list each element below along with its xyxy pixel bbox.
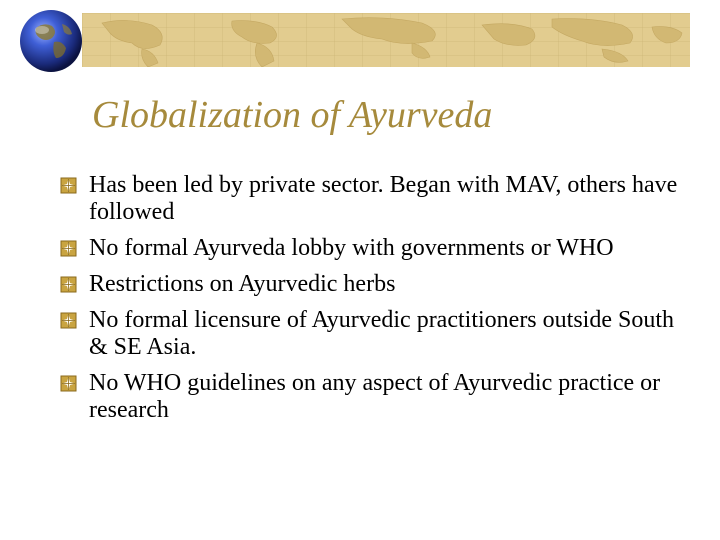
- bullet-text: Restrictions on Ayurvedic herbs: [89, 271, 396, 297]
- bullet-text: No WHO guidelines on any aspect of Ayurvedic practice or research: [89, 370, 661, 423]
- bullet-item: [60, 307, 680, 361]
- bullet-item: [60, 370, 680, 424]
- compass-diamond-icon: [60, 312, 77, 329]
- compass-diamond-icon: [60, 276, 77, 293]
- bullet-text: Has been led by private sector. Began with MAV, others have followed: [89, 172, 678, 225]
- bullet-item: [60, 271, 680, 298]
- bullet-list: [60, 172, 680, 433]
- compass-diamond-icon: [60, 375, 77, 392]
- bullet-item: [60, 235, 680, 262]
- bullet-item: [60, 172, 680, 226]
- globe-icon: [18, 8, 84, 74]
- world-map-icon: [82, 13, 690, 67]
- compass-diamond-icon: [60, 177, 77, 194]
- world-map-banner: [82, 13, 690, 67]
- compass-diamond-icon: [60, 240, 77, 257]
- bullet-text: No formal Ayurveda lobby with governments or WHO: [89, 235, 614, 261]
- slide-title: Globalization of Ayurveda: [92, 94, 493, 136]
- bullet-text: No formal licensure of Ayurvedic practitioners outside South & SE Asia.: [89, 307, 674, 360]
